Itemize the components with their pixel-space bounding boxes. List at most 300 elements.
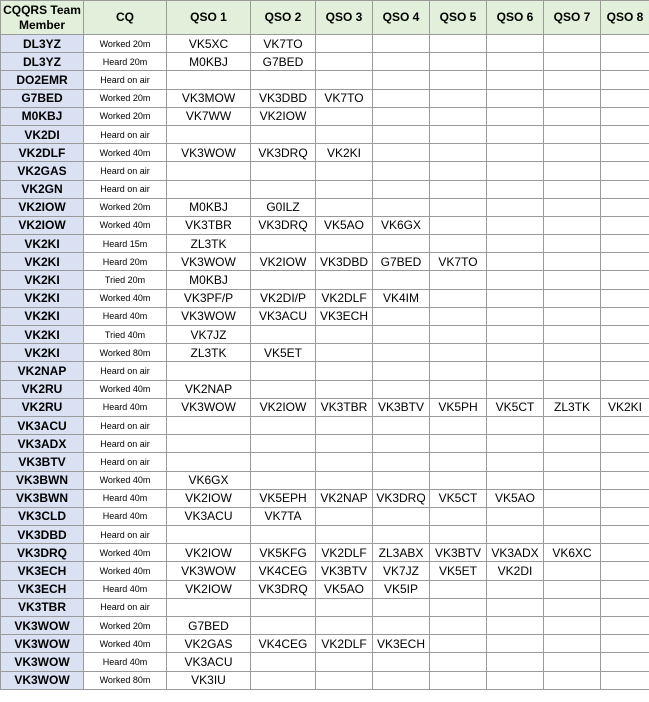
qso-5-cell: VK5CT (430, 489, 487, 507)
qso-6-cell (487, 617, 544, 635)
qso-4-cell (373, 107, 430, 125)
qso-8-cell (601, 198, 649, 216)
qso-2-cell (251, 653, 316, 671)
qso-7-cell (544, 198, 601, 216)
qso-3-cell (316, 416, 373, 434)
team-member-cell: VK3ADX (1, 435, 84, 453)
table-row (1, 416, 649, 434)
team-member-cell: VK3WOW (1, 671, 84, 689)
table-row (1, 71, 649, 89)
qso-7-cell (544, 507, 601, 525)
team-member-cell: VK3WOW (1, 653, 84, 671)
qso-2-cell: VK4CEG (251, 562, 316, 580)
table-row (1, 162, 649, 180)
qso-7-cell (544, 344, 601, 362)
team-member-cell: VK3TBR (1, 598, 84, 616)
qso-4-cell (373, 507, 430, 525)
qso-2-cell: VK2IOW (251, 107, 316, 125)
cq-status-cell: Heard 40m (84, 398, 167, 416)
qso-8-cell (601, 580, 649, 598)
qso-8-cell: VK2KI (601, 398, 649, 416)
qso-7-cell (544, 162, 601, 180)
qso-4-cell (373, 344, 430, 362)
qso-1-cell (167, 362, 251, 380)
qso-1-cell: VK3IU (167, 671, 251, 689)
qso-5-cell: VK5ET (430, 562, 487, 580)
team-member-cell: VK2KI (1, 344, 84, 362)
qso-2-cell: VK5ET (251, 344, 316, 362)
qso-1-cell: M0KBJ (167, 53, 251, 71)
header-team-member: CQQRS Team Member (1, 1, 84, 35)
qso-8-cell (601, 489, 649, 507)
qso-5-cell (430, 526, 487, 544)
qso-1-cell: VK6GX (167, 471, 251, 489)
qso-5-cell (430, 307, 487, 325)
qso-7-cell (544, 617, 601, 635)
cq-status-cell: Worked 40m (84, 216, 167, 234)
qso-6-cell (487, 253, 544, 271)
qso-3-cell (316, 380, 373, 398)
qso-8-cell (601, 635, 649, 653)
table-row (1, 235, 649, 253)
qso-2-cell (251, 416, 316, 434)
qso-2-cell (251, 362, 316, 380)
qso-3-cell: VK3BTV (316, 562, 373, 580)
qso-7-cell (544, 471, 601, 489)
cq-status-cell: Worked 20m (84, 107, 167, 125)
qso-7-cell (544, 653, 601, 671)
qso-7-cell (544, 235, 601, 253)
qso-1-cell: VK3WOW (167, 562, 251, 580)
qso-7-cell (544, 489, 601, 507)
cq-status-cell: Heard on air (84, 453, 167, 471)
qso-2-cell: VK3DRQ (251, 216, 316, 234)
qso-1-cell: ZL3TK (167, 344, 251, 362)
qso-3-cell (316, 362, 373, 380)
qso-6-cell (487, 362, 544, 380)
cq-status-cell: Heard 20m (84, 53, 167, 71)
team-member-cell: DL3YZ (1, 53, 84, 71)
qso-4-cell: G7BED (373, 253, 430, 271)
qso-3-cell: VK2DLF (316, 635, 373, 653)
qso-8-cell (601, 471, 649, 489)
qso-5-cell: VK7TO (430, 253, 487, 271)
qso-6-cell (487, 635, 544, 653)
qso-8-cell (601, 326, 649, 344)
qso-8-cell (601, 362, 649, 380)
qso-8-cell (601, 125, 649, 143)
cq-status-cell: Worked 40m (84, 544, 167, 562)
qso-4-cell (373, 671, 430, 689)
qso-3-cell: VK2NAP (316, 489, 373, 507)
qso-2-cell (251, 326, 316, 344)
header-qso-7: QSO 7 (544, 1, 601, 35)
team-member-cell: VK3ECH (1, 580, 84, 598)
qso-8-cell (601, 380, 649, 398)
qso-6-cell (487, 453, 544, 471)
qso-6-cell (487, 416, 544, 434)
qso-5-cell (430, 380, 487, 398)
qso-1-cell (167, 125, 251, 143)
qso-8-cell (601, 435, 649, 453)
team-member-cell: VK2IOW (1, 198, 84, 216)
qso-6-cell (487, 144, 544, 162)
qso-1-cell: VK2IOW (167, 580, 251, 598)
team-member-cell: VK2IOW (1, 216, 84, 234)
qso-7-cell (544, 35, 601, 53)
qso-3-cell (316, 671, 373, 689)
table-row (1, 562, 649, 580)
qso-5-cell (430, 216, 487, 234)
qso-6-cell (487, 526, 544, 544)
qso-3-cell: VK2KI (316, 144, 373, 162)
qso-5-cell (430, 53, 487, 71)
header-qso-1: QSO 1 (167, 1, 251, 35)
qso-2-cell (251, 125, 316, 143)
table-row (1, 144, 649, 162)
table-row (1, 489, 649, 507)
qso-7-cell (544, 562, 601, 580)
qso-2-cell (251, 71, 316, 89)
qso-8-cell (601, 71, 649, 89)
qso-8-cell (601, 89, 649, 107)
qso-3-cell (316, 526, 373, 544)
qso-8-cell (601, 235, 649, 253)
qso-2-cell (251, 271, 316, 289)
qso-5-cell (430, 107, 487, 125)
team-member-cell: VK2KI (1, 235, 84, 253)
qso-1-cell: VK3PF/P (167, 289, 251, 307)
header-qso-4: QSO 4 (373, 1, 430, 35)
cq-status-cell: Worked 20m (84, 198, 167, 216)
qso-8-cell (601, 216, 649, 234)
qso-1-cell (167, 180, 251, 198)
qso-7-cell (544, 53, 601, 71)
qso-8-cell (601, 598, 649, 616)
cq-status-cell: Heard on air (84, 71, 167, 89)
qso-3-cell: VK5AO (316, 216, 373, 234)
qso-1-cell: VK3ACU (167, 653, 251, 671)
qso-5-cell (430, 271, 487, 289)
qso-3-cell (316, 617, 373, 635)
qso-2-cell: VK3DRQ (251, 580, 316, 598)
qso-5-cell (430, 180, 487, 198)
qso-1-cell: VK3WOW (167, 398, 251, 416)
qso-4-cell: VK4IM (373, 289, 430, 307)
qso-5-cell (430, 471, 487, 489)
qso-6-cell (487, 435, 544, 453)
qso-8-cell (601, 344, 649, 362)
table-row (1, 580, 649, 598)
team-member-cell: VK3WOW (1, 635, 84, 653)
team-member-cell: VK3BWN (1, 489, 84, 507)
qso-6-cell (487, 235, 544, 253)
qso-8-cell (601, 617, 649, 635)
team-member-cell: VK2GN (1, 180, 84, 198)
qso-2-cell: G7BED (251, 53, 316, 71)
cq-status-cell: Worked 20m (84, 35, 167, 53)
qso-6-cell (487, 89, 544, 107)
qso-2-cell: VK5EPH (251, 489, 316, 507)
qso-2-cell (251, 435, 316, 453)
qso-3-cell (316, 198, 373, 216)
qso-4-cell (373, 526, 430, 544)
qso-2-cell: VK2IOW (251, 253, 316, 271)
team-member-cell: VK2GAS (1, 162, 84, 180)
qso-5-cell (430, 144, 487, 162)
qso-7-cell (544, 125, 601, 143)
qso-8-cell (601, 544, 649, 562)
team-member-cell: VK3BTV (1, 453, 84, 471)
cq-status-cell: Worked 40m (84, 471, 167, 489)
qso-7-cell: ZL3TK (544, 398, 601, 416)
team-member-cell: VK2DI (1, 125, 84, 143)
qso-8-cell (601, 107, 649, 125)
qso-7-cell (544, 453, 601, 471)
qso-1-cell: VK2IOW (167, 489, 251, 507)
qso-4-cell (373, 653, 430, 671)
team-member-cell: VK3DBD (1, 526, 84, 544)
qso-7-cell (544, 598, 601, 616)
team-member-cell: VK2KI (1, 326, 84, 344)
team-member-cell: VK3WOW (1, 617, 84, 635)
cq-status-cell: Heard on air (84, 598, 167, 616)
qso-6-cell (487, 71, 544, 89)
qso-2-cell (251, 526, 316, 544)
table-row (1, 307, 649, 325)
qso-5-cell (430, 617, 487, 635)
qso-6-cell (487, 598, 544, 616)
qso-5-cell (430, 162, 487, 180)
table-row (1, 198, 649, 216)
cq-status-cell: Worked 80m (84, 344, 167, 362)
cq-status-cell: Worked 40m (84, 144, 167, 162)
qso-8-cell (601, 162, 649, 180)
log-body (1, 35, 649, 690)
table-row (1, 289, 649, 307)
qso-4-cell (373, 162, 430, 180)
qso-7-cell (544, 71, 601, 89)
qso-7-cell: VK6XC (544, 544, 601, 562)
qso-1-cell: VK3WOW (167, 307, 251, 325)
qso-6-cell (487, 107, 544, 125)
qso-3-cell: VK3TBR (316, 398, 373, 416)
table-row (1, 380, 649, 398)
qso-4-cell (373, 198, 430, 216)
qso-7-cell (544, 435, 601, 453)
table-row (1, 671, 649, 689)
qso-1-cell: VK3TBR (167, 216, 251, 234)
qso-1-cell: VK3MOW (167, 89, 251, 107)
table-row (1, 598, 649, 616)
table-row (1, 653, 649, 671)
qso-5-cell (430, 326, 487, 344)
qso-5-cell (430, 71, 487, 89)
qso-3-cell: VK2DLF (316, 544, 373, 562)
team-member-cell: VK3BWN (1, 471, 84, 489)
qso-1-cell: VK5XC (167, 35, 251, 53)
qso-3-cell (316, 235, 373, 253)
qso-4-cell: VK3BTV (373, 398, 430, 416)
qso-1-cell: VK2NAP (167, 380, 251, 398)
table-row (1, 635, 649, 653)
qso-4-cell: VK3ECH (373, 635, 430, 653)
qso-7-cell (544, 326, 601, 344)
cq-status-cell: Worked 40m (84, 635, 167, 653)
qso-3-cell (316, 53, 373, 71)
qso-2-cell: VK2IOW (251, 398, 316, 416)
qso-4-cell (373, 307, 430, 325)
qso-1-cell: VK2GAS (167, 635, 251, 653)
qso-2-cell: VK4CEG (251, 635, 316, 653)
cq-status-cell: Worked 40m (84, 562, 167, 580)
cq-status-cell: Heard 40m (84, 580, 167, 598)
qso-2-cell (251, 162, 316, 180)
team-member-cell: G7BED (1, 89, 84, 107)
qso-5-cell (430, 653, 487, 671)
qso-6-cell (487, 580, 544, 598)
qso-6-cell: VK2DI (487, 562, 544, 580)
qso-7-cell (544, 416, 601, 434)
qso-2-cell: VK7TA (251, 507, 316, 525)
qso-4-cell (373, 71, 430, 89)
qso-2-cell: VK3DBD (251, 89, 316, 107)
qso-3-cell (316, 598, 373, 616)
table-row (1, 107, 649, 125)
qso-4-cell (373, 435, 430, 453)
qso-6-cell (487, 326, 544, 344)
qso-2-cell (251, 671, 316, 689)
qso-4-cell (373, 598, 430, 616)
qso-8-cell (601, 289, 649, 307)
table-row (1, 180, 649, 198)
team-member-cell: VK2RU (1, 380, 84, 398)
qso-1-cell: ZL3TK (167, 235, 251, 253)
header-qso-2: QSO 2 (251, 1, 316, 35)
qso-5-cell (430, 635, 487, 653)
cq-status-cell: Heard 40m (84, 307, 167, 325)
table-row (1, 507, 649, 525)
qso-4-cell (373, 617, 430, 635)
team-member-cell: VK2DLF (1, 144, 84, 162)
qso-5-cell (430, 416, 487, 434)
qso-4-cell (373, 362, 430, 380)
qso-3-cell (316, 271, 373, 289)
qso-2-cell (251, 453, 316, 471)
table-row (1, 326, 649, 344)
qso-5-cell (430, 125, 487, 143)
qso-8-cell (601, 416, 649, 434)
qso-1-cell (167, 416, 251, 434)
qso-6-cell (487, 507, 544, 525)
qso-5-cell (430, 507, 487, 525)
qso-5-cell (430, 289, 487, 307)
qso-5-cell (430, 235, 487, 253)
qso-5-cell: VK3BTV (430, 544, 487, 562)
qso-7-cell (544, 289, 601, 307)
qso-5-cell (430, 35, 487, 53)
qso-8-cell (601, 35, 649, 53)
qso-6-cell (487, 216, 544, 234)
qso-3-cell (316, 326, 373, 344)
table-row (1, 544, 649, 562)
cq-status-cell: Tried 20m (84, 271, 167, 289)
header-qso-5: QSO 5 (430, 1, 487, 35)
cq-status-cell: Worked 40m (84, 289, 167, 307)
qso-6-cell (487, 125, 544, 143)
cq-status-cell: Worked 80m (84, 671, 167, 689)
qso-3-cell (316, 35, 373, 53)
qso-6-cell (487, 35, 544, 53)
qso-3-cell: VK5AO (316, 580, 373, 598)
qso-4-cell (373, 144, 430, 162)
qso-4-cell: VK5IP (373, 580, 430, 598)
cq-status-cell: Heard on air (84, 526, 167, 544)
cq-status-cell: Heard on air (84, 125, 167, 143)
qso-1-cell: VK2IOW (167, 544, 251, 562)
qso-7-cell (544, 635, 601, 653)
qso-1-cell: VK3WOW (167, 253, 251, 271)
qso-6-cell: VK5CT (487, 398, 544, 416)
qso-4-cell (373, 453, 430, 471)
cq-status-cell: Heard on air (84, 362, 167, 380)
qso-8-cell (601, 53, 649, 71)
qso-3-cell (316, 162, 373, 180)
qso-6-cell: VK3ADX (487, 544, 544, 562)
qso-4-cell (373, 180, 430, 198)
qso-1-cell (167, 435, 251, 453)
qso-8-cell (601, 671, 649, 689)
qso-3-cell: VK7TO (316, 89, 373, 107)
qso-7-cell (544, 671, 601, 689)
cq-status-cell: Heard on air (84, 435, 167, 453)
qso-6-cell (487, 53, 544, 71)
qso-2-cell: VK7TO (251, 35, 316, 53)
qso-7-cell (544, 89, 601, 107)
qso-1-cell (167, 162, 251, 180)
team-member-cell: VK3ACU (1, 416, 84, 434)
cq-status-cell: Worked 40m (84, 380, 167, 398)
qso-6-cell (487, 289, 544, 307)
qso-1-cell: VK7WW (167, 107, 251, 125)
qso-7-cell (544, 180, 601, 198)
qso-7-cell (544, 253, 601, 271)
qso-3-cell (316, 344, 373, 362)
table-row (1, 362, 649, 380)
qso-2-cell: VK2DI/P (251, 289, 316, 307)
qso-2-cell (251, 235, 316, 253)
qso-4-cell: VK7JZ (373, 562, 430, 580)
qso-4-cell: VK6GX (373, 216, 430, 234)
qso-5-cell (430, 344, 487, 362)
qso-6-cell (487, 671, 544, 689)
qso-5-cell (430, 453, 487, 471)
qso-2-cell (251, 598, 316, 616)
team-member-cell: VK3DRQ (1, 544, 84, 562)
cq-status-cell: Heard on air (84, 416, 167, 434)
qso-1-cell (167, 71, 251, 89)
team-member-cell: VK2RU (1, 398, 84, 416)
cq-status-cell: Worked 20m (84, 89, 167, 107)
qso-3-cell (316, 107, 373, 125)
table-row (1, 344, 649, 362)
table-row (1, 471, 649, 489)
table-row (1, 398, 649, 416)
table-row (1, 253, 649, 271)
qso-1-cell (167, 598, 251, 616)
qso-7-cell (544, 362, 601, 380)
qso-6-cell (487, 307, 544, 325)
